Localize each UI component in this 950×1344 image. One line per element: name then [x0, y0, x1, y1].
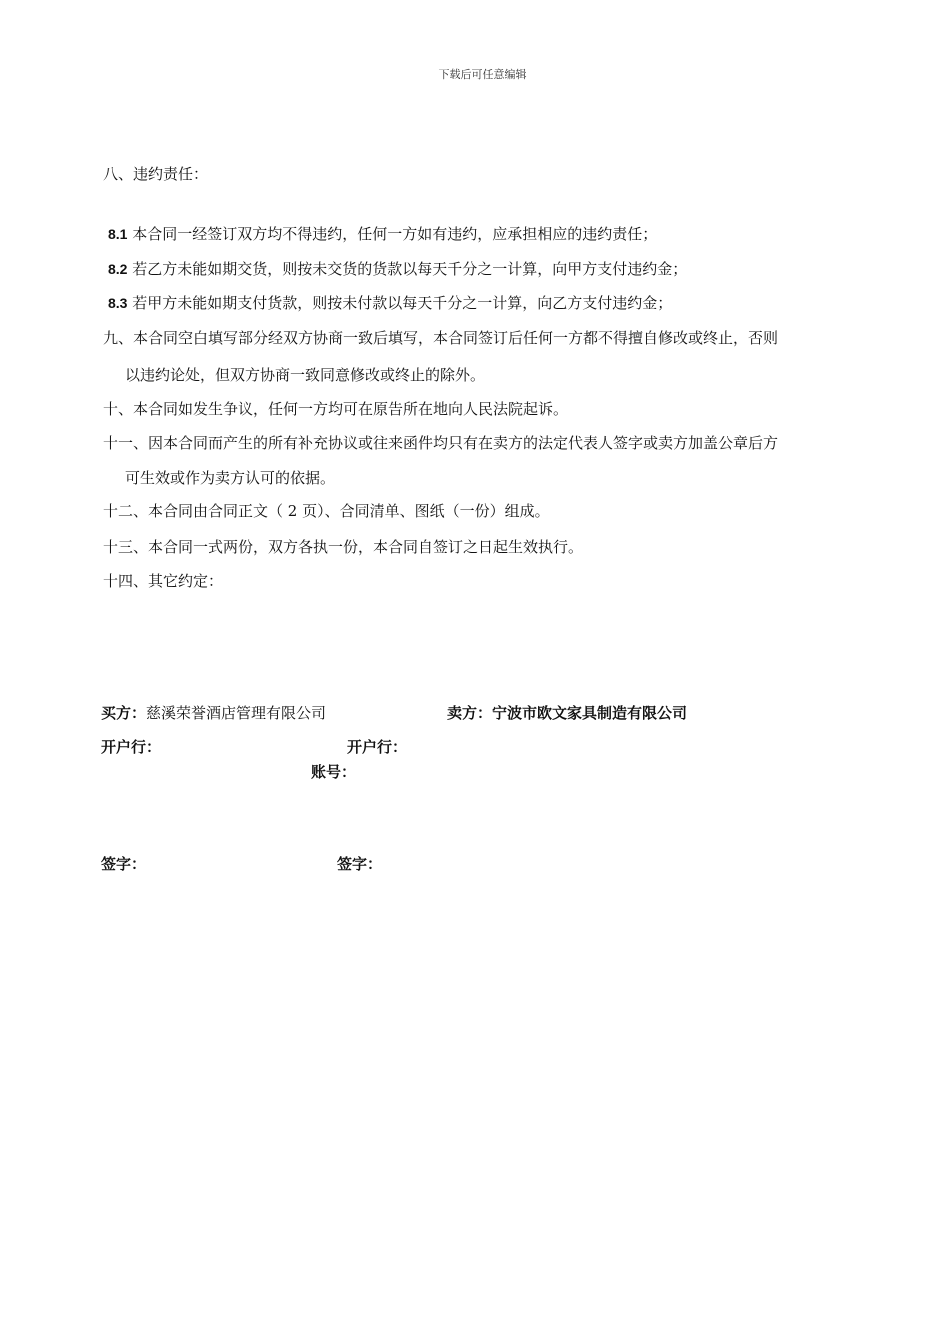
seller-bank-label: 开户行： [347, 738, 408, 756]
clause-11-line-2: 可生效或作为卖方认可的依据。 [125, 469, 336, 487]
clause-9-line-1: 九、本合同空白填写部分经双方协商一致后填写，本合同签订后任何一方都不得擅自修改或终止，否则 [103, 329, 779, 347]
buyer-label: 买方： [101, 704, 147, 722]
clause-11-line-1: 十一、因本合同而产生的所有补充协议或往来函件均只有在卖方的法定代表人签字或卖方加盖公章后方 [103, 434, 779, 452]
clause-10: 十、本合同如发生争议，任何一方均可在原告所在地向人民法院起诉。 [103, 400, 569, 418]
clause-text: 本合同一经签订双方均不得违约，任何一方如有违约，应承担相应的违约责任； [127, 225, 658, 243]
clause-number: 8.2 [108, 261, 128, 277]
buyer-bank-label: 开户行： [101, 738, 162, 756]
clause-text: 若乙方未能如期交货，则按未交货的货款以每天千分之一计算，向甲方支付违约金； [127, 260, 688, 278]
page-header-note: 下载后可任意编辑 [438, 68, 527, 81]
seller-label: 卖方： [447, 704, 493, 722]
clause-9-line-2: 以违约论处，但双方协商一致同意修改或终止的除外。 [125, 366, 486, 384]
clause-8-2 [108, 259, 687, 279]
buyer-info [101, 703, 326, 723]
clause-13: 十三、本合同一式两份，双方各执一份，本合同自签订之日起生效执行。 [103, 538, 584, 556]
account-label: 账号： [311, 763, 357, 781]
seller-info [447, 703, 687, 723]
clause-12: 十二、本合同由合同正文（ 2 页）、合同清单、图纸（一份）组成。 [103, 502, 550, 520]
buyer-signature-label: 签字： [101, 855, 147, 873]
seller-name: 宁波市欧文家具制造有限公司 [492, 704, 688, 722]
clause-8-3 [108, 293, 672, 313]
clause-14: 十四、其它约定： [103, 572, 224, 590]
clause-number: 8.1 [108, 226, 128, 242]
buyer-name: 慈溪荣誉酒店管理有限公司 [146, 704, 327, 722]
clause-text: 若甲方未能如期支付货款，则按未付款以每天千分之一计算，向乙方支付违约金； [127, 294, 673, 312]
clause-8-title: 八、违约责任： [103, 165, 209, 183]
seller-signature-label: 签字： [337, 855, 383, 873]
clause-8-1 [108, 224, 657, 244]
clause-number: 8.3 [108, 295, 128, 311]
